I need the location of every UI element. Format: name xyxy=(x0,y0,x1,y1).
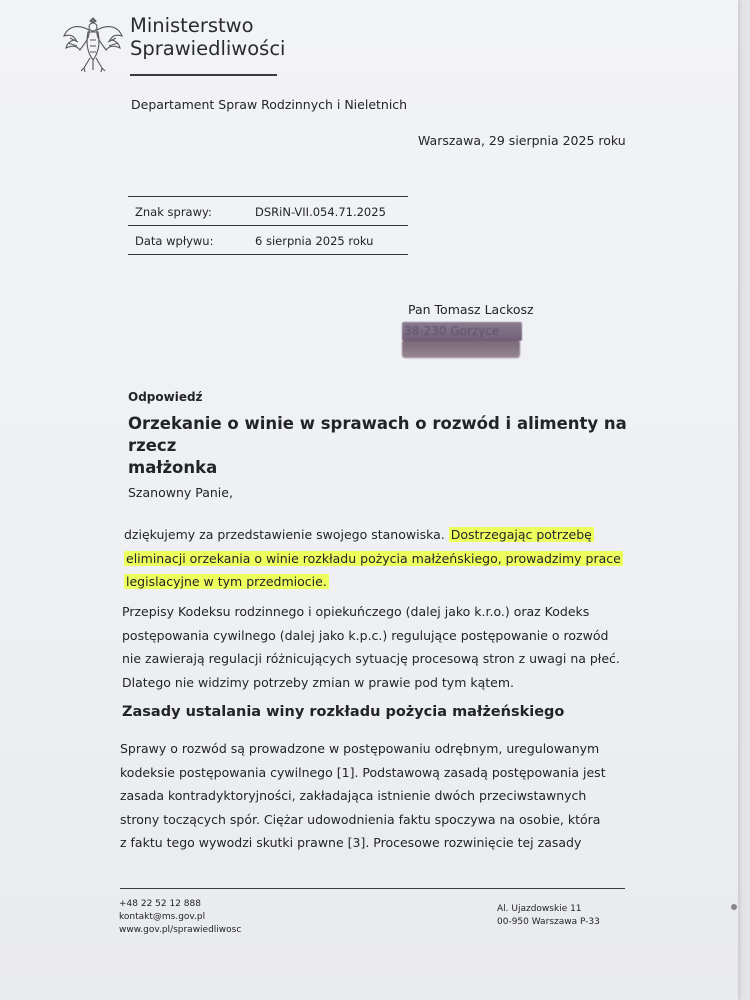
highlighted-text: Dostrzegając potrzebę xyxy=(450,527,592,542)
footer-contact xyxy=(119,898,241,937)
letter-subject xyxy=(128,413,648,479)
paragraph-line: postępowania cywilnego (dalej jako k.p.c.) regulujące postępowanie o rozwód xyxy=(122,627,609,643)
footer-website: www.gov.pl/sprawiedliwosc xyxy=(119,925,242,935)
paragraph-line: Dlatego nie widzimy potrzeby zmian w prawie pod tym kątem. xyxy=(122,674,514,690)
paragraph-2 xyxy=(122,600,622,694)
table-rule xyxy=(128,254,408,255)
table-row xyxy=(128,197,408,225)
footer-email: kontakt@ms.gov.pl xyxy=(119,912,206,922)
edge-mark xyxy=(731,904,737,910)
recipient-address-redacted: 38-230 Gorzyce xyxy=(402,322,522,341)
subject-line: Orzekanie o winie w sprawach o rozwód i alimenty na rzecz xyxy=(128,414,627,455)
highlighted-text: eliminacji orzekania o winie rozkładu pożycia małżeńskiego, prowadzimy prace xyxy=(126,550,621,566)
paragraph-line: z faktu tego wywodzi skutki prawne [3]. Procesowe rozwinięcie tej zasady xyxy=(120,835,582,850)
plain-text: dziękujemy za przedstawienie swojego stanowiska. xyxy=(124,527,449,542)
highlighted-text: legislacyjne w tym przedmiocie. xyxy=(126,574,327,589)
case-number-value: DSRiN-VII.054.71.2025 xyxy=(255,205,386,219)
ministry-name xyxy=(130,14,285,60)
polish-eagle-emblem-icon xyxy=(60,10,126,76)
letter-date: Warszawa, 29 sierpnia 2025 roku xyxy=(418,133,626,148)
recipient-name: Pan Tomasz Lackosz xyxy=(408,302,534,317)
ministry-underline xyxy=(130,74,277,76)
receipt-date-label: Data wpływu: xyxy=(135,234,214,248)
subject-line: małżonka xyxy=(128,458,218,477)
ministry-name-line1: Ministerstwo xyxy=(130,14,254,37)
case-reference-table xyxy=(128,196,408,255)
greeting: Szanowny Panie, xyxy=(128,485,233,500)
department-name: Departament Spraw Rodzinnych i Nieletnich xyxy=(131,97,408,112)
reply-label: Odpowiedź xyxy=(128,390,203,404)
paragraph-line xyxy=(124,547,624,571)
footer-address xyxy=(497,903,600,929)
ministry-name-line2: Sprawiedliwości xyxy=(130,37,286,60)
footer-address-line: Al. Ujazdowskie 11 xyxy=(497,904,582,914)
paragraph-line: Sprawy o rozwód są prowadzone w postępowaniu odrębnym, uregulowanym xyxy=(120,741,600,756)
paragraph-1 xyxy=(124,523,624,594)
paragraph-3 xyxy=(120,737,620,855)
case-number-label: Znak sprawy: xyxy=(135,205,212,219)
footer-address-line: 00-950 Warszawa P-33 xyxy=(497,917,600,927)
receipt-date-value: 6 sierpnia 2025 roku xyxy=(255,234,374,248)
footer-divider xyxy=(120,888,625,889)
paragraph-line: nie zawierają regulacji różnicujących sytuację procesową stron z uwagi na płeć. xyxy=(122,651,620,666)
paragraph-line: strony toczących spór. Ciężar udowodnienia faktu spoczywa na osobie, która xyxy=(120,811,601,827)
redaction-bar xyxy=(402,340,520,358)
section-heading: Zasady ustalania winy rozkładu pożycia małżeńskiego xyxy=(122,704,565,720)
table-row xyxy=(128,226,408,254)
paragraph-line: Przepisy Kodeksu rodzinnego i opiekuńczego (dalej jako k.r.o.) oraz Kodeks xyxy=(122,604,590,619)
footer-phone: +48 22 52 12 888 xyxy=(119,899,201,909)
paragraph-line xyxy=(124,570,624,594)
paragraph-line: zasada kontradyktoryjności, zakładająca istnienie dwóch przeciwstawnych xyxy=(120,788,587,803)
paragraph-line xyxy=(124,523,624,547)
paragraph-line: kodeksie postępowania cywilnego [1]. Podstawową zasadą postępowania jest xyxy=(120,764,606,780)
